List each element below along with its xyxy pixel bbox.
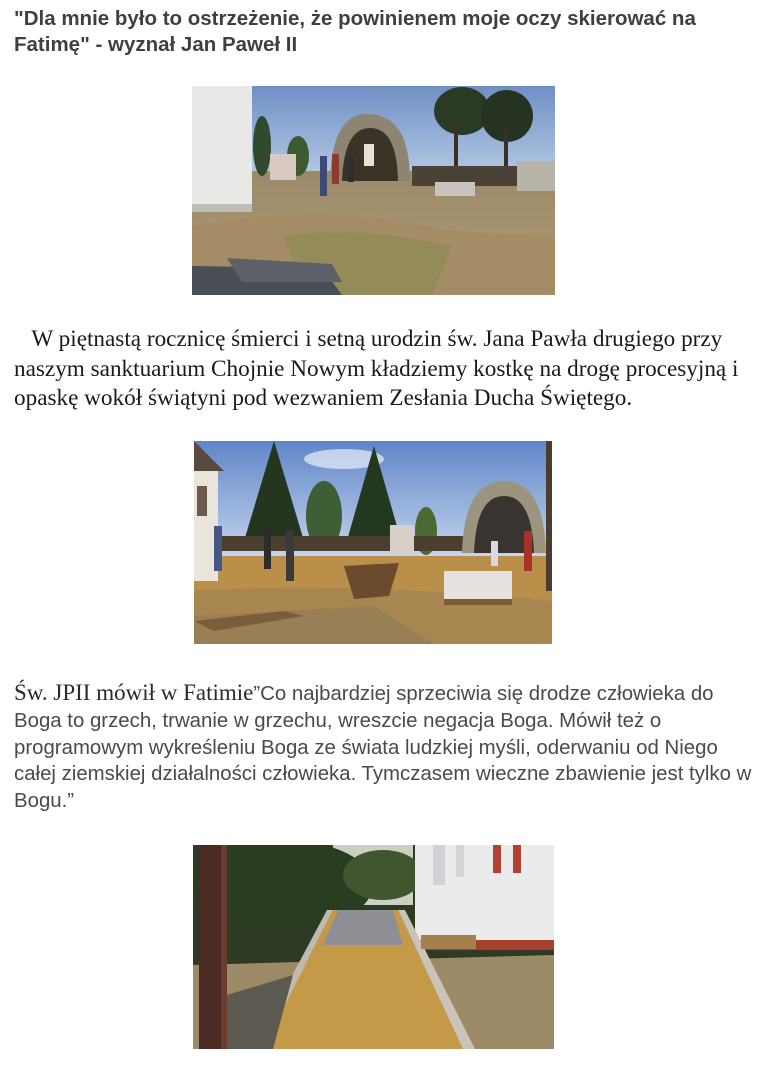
photo-grotto-workers — [192, 86, 555, 295]
paragraph-1-text: W piętnastą rocznicę śmierci i setną urodzin św. Jana Pawła drugiego przy naszym sanktuarium Chojnie Nowym kładziemy kostkę na drogę procesyjną i opaskę wokół świątyni pod wezwaniem Zesłania Ducha Świętego. — [14, 326, 739, 411]
article-paragraph-2 — [14, 680, 764, 815]
paragraph-2-quote: ”Co najbardziej sprzeciwia się drodze człowieka do Boga to grzech, trwanie w grzechu, wreszcie negacja Boga. Mówił też o programowym wykreśleniu Boga ze świata ludzkiej myśli, oderwaniu od Niego całej ziemskiej działalności człowieka. Tymczasem wieczne zbawienie jest tylko w Bogu.” — [14, 683, 752, 813]
photo-paved-path — [193, 845, 554, 1049]
article-paragraph-1 — [14, 325, 764, 414]
paragraph-2-lead: Św. JPII mówił w Fatimie — [14, 680, 254, 705]
article-title: "Dla mnie było to ostrzeżenie, że powinienem moje oczy skierować na Fatimę" - wyznał Jan Paweł II — [14, 7, 696, 56]
photo-paving-works — [194, 441, 552, 644]
